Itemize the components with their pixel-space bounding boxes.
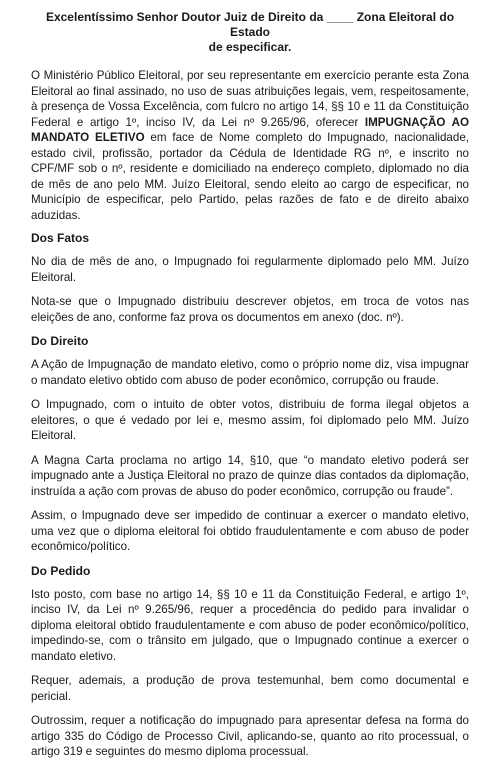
intro-bold-term: IMPUGNAÇÃO AO MANDATO ELETIVO	[31, 115, 469, 144]
section-heading-pedido: Do Pedido	[31, 563, 91, 578]
title-line-2: de especificar.	[208, 40, 292, 54]
intro-paragraph	[31, 68, 469, 223]
intro-text-start: O Ministério Público Eleitoral, por seu representante em exercício perante esta Zona Eleitoral ao final assinado, no uso de suas atribuições legais, vem, respeitosamente, à presença de Vossa Excelência, com fulcro no artigo 14, §§ 10 e 11 da Constituição Federal e artigo 1º, inciso IV, da Lei nº 9.265/96, oferecer	[31, 69, 469, 129]
fatos-paragraph-1: No dia de mês de ano, o Impugnado foi regularmente diplomado pelo MM. Juízo Eleitoral.	[31, 255, 469, 284]
section-heading-direito: Do Direito	[31, 334, 89, 348]
document-title	[31, 10, 469, 55]
direito-paragraph-4: Assim, o Impugnado deve ser impedido de continuar a exercer o mandato eletivo, uma vez que o diploma eleitoral foi obtido fraudulentamente e com abuso de poder econômico/político.	[31, 509, 469, 553]
pedido-paragraph-3: Outrossim, requer a notificação do impugnado para apresentar defesa na forma do artigo 335 do Código de Processo Civil, aplicando-se, quanto ao rito processual, o artigo 319 e seguintes do mesmo diploma processual.	[31, 714, 469, 758]
pedido-paragraph-2: Requer, ademais, a produção de prova testemunhal, bem como documental e pericial.	[31, 674, 469, 703]
fatos-paragraph-2: Nota-se que o Impugnado distribuiu descrever objetos, em troca de votos nas eleições de ano, conforme faz prova os documentos em anexo (doc. nº).	[31, 295, 469, 324]
direito-paragraph-3: A Magna Carta proclama no artigo 14, §10, que “o mandato eletivo poderá ser impugnado ante a Justiça Eleitoral no prazo de quinze dias contados da diplomação, instruída a ação com provas de abuso do poder econômico, corrupção ou fraude”.	[31, 453, 469, 498]
direito-paragraph-2: O Impugnado, com o intuito de obter votos, distribuiu de forma ilegal objetos a eleitores, o que é vedado por lei e, mesmo assim, foi diplomado pelo MM. Juízo Eleitoral.	[31, 398, 469, 442]
direito-paragraph-1: A Ação de Impugnação de mandato eletivo, como o próprio nome diz, visa impugnar o mandato eletivo obtido com abuso de poder econômico, corrupção ou fraude.	[31, 358, 469, 387]
section-heading-fatos: Dos Fatos	[31, 231, 90, 245]
title-line-1: Excelentíssimo Senhor Doutor Juiz de Direito da ____ Zona Eleitoral do Estado	[45, 10, 455, 39]
intro-text-end: em face de Nome completo do Impugnado, nacionalidade, estado civil, profissão, portador da Cédula de Identidade RG nº, e inscrito no CPF/MF sob o nº, residente e domiciliado na endereço completo, diplomado no dia de mês de ano pelo MM. Juízo Eleitoral, sendo eleito ao cargo de especificar, no Município de especificar, pelo Partido, pelas razões de fato e de direito abaixo aduzidas.	[31, 131, 469, 222]
pedido-paragraph-1: Isto posto, com base no artigo 14, §§ 10 e 11 da Constituição Federal, e artigo 1º, inciso IV, da Lei nº 9.265/96, requer a procedência do pedido para invalidar o diploma eleitoral obtido fraudulentamente e com abuso de poder econômico/político, impedindo-se, com o trânsito em julgado, que o Impugnado continue a exercer o mandato eletivo.	[31, 587, 469, 663]
